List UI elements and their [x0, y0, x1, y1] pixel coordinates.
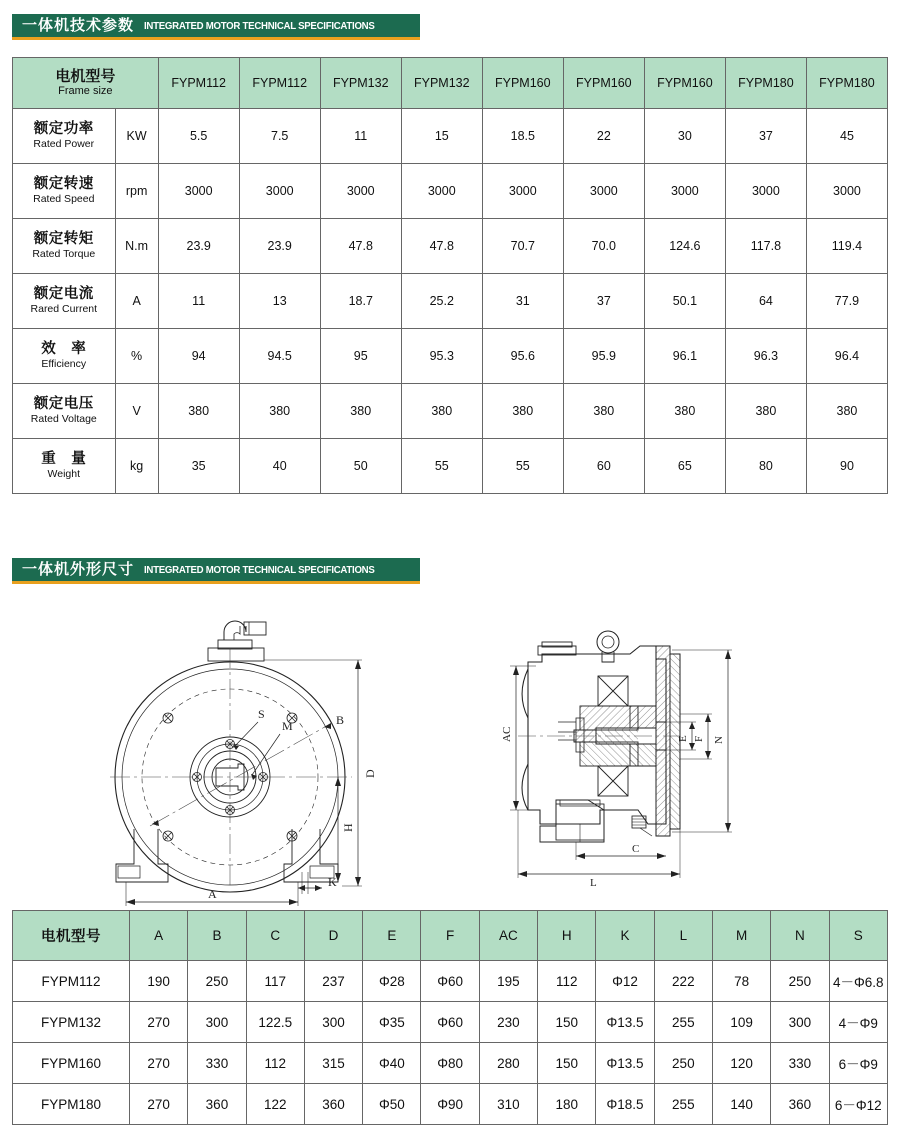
header-model-2: FYPM132 — [320, 58, 401, 109]
dim-cell: 255 — [654, 1002, 712, 1043]
spec-cell: 94 — [158, 329, 239, 384]
spec-row-label-cn: 额定电流 — [33, 286, 94, 302]
spec-cell: 95.6 — [482, 329, 563, 384]
dim-header-k: K — [596, 911, 654, 961]
dim-cell: 230 — [479, 1002, 537, 1043]
dim-cell: 300 — [188, 1002, 246, 1043]
spec-cell: 11 — [158, 274, 239, 329]
spec-cell: 94.5 — [239, 329, 320, 384]
spec-cell: 65 — [644, 439, 725, 494]
dim-header-model: 电机型号 — [13, 911, 130, 961]
spec-cell: 25.2 — [401, 274, 482, 329]
dim-cell: 140 — [712, 1084, 770, 1125]
dim-cell: Φ40 — [363, 1043, 421, 1084]
dim-cell-model: FYPM180 — [13, 1084, 130, 1125]
dim-cell: 109 — [712, 1002, 770, 1043]
spec-cell: 3000 — [563, 164, 644, 219]
dim-cell: 6－Φ12 — [829, 1084, 887, 1125]
dim-cell: 237 — [304, 961, 362, 1002]
spec-cell: 3000 — [482, 164, 563, 219]
dim-cell: 190 — [130, 961, 188, 1002]
motor-front-view-drawing — [112, 614, 382, 901]
table-row — [13, 274, 888, 329]
spec-cell: 22 — [563, 109, 644, 164]
dim-cell: 330 — [188, 1043, 246, 1084]
dim-table-body — [13, 961, 888, 1125]
spec-cell: 70.0 — [563, 219, 644, 274]
label-s: S — [258, 707, 265, 721]
dim-header-d: D — [304, 911, 362, 961]
header-model-5: FYPM160 — [563, 58, 644, 109]
spec-cell: 64 — [725, 274, 806, 329]
spec-cell: 37 — [725, 109, 806, 164]
dim-cell: 255 — [654, 1084, 712, 1125]
spec-cell: 119.4 — [806, 219, 887, 274]
table-row — [13, 164, 888, 219]
header-model-1: FYPM112 — [239, 58, 320, 109]
dim-header-h: H — [538, 911, 596, 961]
table-row — [13, 329, 888, 384]
spec-cell: 380 — [320, 384, 401, 439]
table-row — [13, 384, 888, 439]
spec-cell: 95 — [320, 329, 401, 384]
header-model-3: FYPM132 — [401, 58, 482, 109]
spec-cell: 13 — [239, 274, 320, 329]
dim-cell: Φ13.5 — [596, 1002, 654, 1043]
dim-cell: 112 — [246, 1043, 304, 1084]
dim-cell: Φ12 — [596, 961, 654, 1002]
dim-header-a: A — [130, 911, 188, 961]
table-row — [13, 961, 888, 1002]
table-row — [13, 439, 888, 494]
spec-row-label — [13, 164, 116, 219]
dim-cell: 6－Φ9 — [829, 1043, 887, 1084]
dim-cell: 300 — [304, 1002, 362, 1043]
section-title-en: INTEGRATED MOTOR TECHNICAL SPECIFICATIONS — [144, 19, 375, 32]
technical-specifications-table — [12, 57, 888, 494]
spec-cell: 70.7 — [482, 219, 563, 274]
spec-cell: 117.8 — [725, 219, 806, 274]
dim-header-c: C — [246, 911, 304, 961]
spec-cell: 380 — [239, 384, 320, 439]
dim-cell: 122.5 — [246, 1002, 304, 1043]
dim-header-e: E — [363, 911, 421, 961]
dim-cell-model: FYPM132 — [13, 1002, 130, 1043]
header-model-8: FYPM180 — [806, 58, 887, 109]
spec-row-label — [13, 439, 116, 494]
dim-header-l: L — [654, 911, 712, 961]
label-h: H — [341, 823, 355, 832]
spec-row-label-en: Rated Voltage — [30, 413, 97, 426]
spec-cell: 3000 — [239, 164, 320, 219]
dim-cell: 300 — [771, 1002, 829, 1043]
spec-row-label-en: Rared Current — [30, 303, 98, 316]
spec-row-label-cn: 效 率 — [41, 341, 87, 357]
header-frame-size-cn: 电机型号 — [55, 68, 116, 86]
spec-table-header-row — [13, 58, 888, 109]
spec-cell: 47.8 — [401, 219, 482, 274]
spec-cell: 15 — [401, 109, 482, 164]
dim-cell: Φ80 — [421, 1043, 479, 1084]
label-c: C — [632, 843, 640, 855]
spec-cell: 45 — [806, 109, 887, 164]
dim-header-f: F — [421, 911, 479, 961]
dim-cell: Φ60 — [421, 1002, 479, 1043]
spec-row-label-cn: 额定转矩 — [33, 231, 94, 247]
spec-cell: 37 — [563, 274, 644, 329]
spec-row-label-cn: 额定转速 — [33, 176, 94, 192]
dim-cell: 270 — [130, 1002, 188, 1043]
spec-cell: 50 — [320, 439, 401, 494]
header-model-6: FYPM160 — [644, 58, 725, 109]
spec-row-label-en: Rated Speed — [33, 193, 95, 206]
dim-cell: 250 — [654, 1043, 712, 1084]
spec-row-label — [13, 384, 116, 439]
label-l: L — [590, 877, 597, 889]
spec-row-label — [13, 219, 116, 274]
spec-cell: 3000 — [806, 164, 887, 219]
spec-cell: 3000 — [320, 164, 401, 219]
motor-section-view-drawing — [480, 624, 750, 889]
label-k: K — [328, 875, 337, 889]
spec-cell: 95.9 — [563, 329, 644, 384]
dim-cell: 122 — [246, 1084, 304, 1125]
spec-table-body — [13, 109, 888, 494]
table-row — [13, 109, 888, 164]
section-title-cn: 一体机技术参数 — [22, 17, 135, 34]
spec-cell: 96.3 — [725, 329, 806, 384]
spec-cell: 3000 — [401, 164, 482, 219]
spec-row-unit: V — [115, 384, 158, 439]
dim-cell: 4－Φ6.8 — [829, 961, 887, 1002]
spec-cell: 80 — [725, 439, 806, 494]
spec-cell: 380 — [401, 384, 482, 439]
table-row — [13, 1043, 888, 1084]
spec-cell: 380 — [806, 384, 887, 439]
dim-cell: Φ60 — [421, 961, 479, 1002]
label-b: B — [336, 713, 345, 727]
outline-dimensions-table — [12, 910, 888, 1125]
dim-cell: 150 — [538, 1002, 596, 1043]
header-model-4: FYPM160 — [482, 58, 563, 109]
spec-cell: 5.5 — [158, 109, 239, 164]
header-frame-size — [13, 58, 159, 109]
spec-row-label-en: Weight — [47, 468, 81, 481]
spec-row-label — [13, 109, 116, 164]
dim-cell: 315 — [304, 1043, 362, 1084]
spec-cell: 90 — [806, 439, 887, 494]
section-title-en-2: INTEGRATED MOTOR TECHNICAL SPECIFICATIONS — [144, 563, 375, 576]
dim-cell: 120 — [712, 1043, 770, 1084]
dim-cell: 195 — [479, 961, 537, 1002]
spec-cell: 50.1 — [644, 274, 725, 329]
dim-cell-model: FYPM112 — [13, 961, 130, 1002]
spec-cell: 380 — [563, 384, 644, 439]
dim-cell: 270 — [130, 1084, 188, 1125]
spec-cell: 380 — [158, 384, 239, 439]
dim-cell: 330 — [771, 1043, 829, 1084]
spec-cell: 23.9 — [239, 219, 320, 274]
dim-cell: 78 — [712, 961, 770, 1002]
spec-cell: 23.9 — [158, 219, 239, 274]
label-n: N — [713, 736, 725, 744]
spec-row-unit: kg — [115, 439, 158, 494]
spec-row-unit: KW — [115, 109, 158, 164]
spec-row-unit: % — [115, 329, 158, 384]
dim-cell: 360 — [771, 1084, 829, 1125]
dim-cell: 280 — [479, 1043, 537, 1084]
spec-row-label-en: Rated Power — [33, 138, 95, 151]
spec-cell: 7.5 — [239, 109, 320, 164]
dim-cell: 250 — [188, 961, 246, 1002]
spec-row-label-en: Efficiency — [41, 358, 87, 371]
header-frame-size-en: Frame size — [58, 85, 113, 98]
spec-cell: 60 — [563, 439, 644, 494]
dim-header-n: N — [771, 911, 829, 961]
spec-cell: 96.4 — [806, 329, 887, 384]
spec-cell: 3000 — [158, 164, 239, 219]
header-model-0: FYPM112 — [158, 58, 239, 109]
spec-row-unit: A — [115, 274, 158, 329]
spec-cell: 3000 — [644, 164, 725, 219]
spec-cell: 30 — [644, 109, 725, 164]
technical-drawings — [12, 600, 888, 900]
label-a: A — [208, 887, 217, 901]
spec-cell: 18.5 — [482, 109, 563, 164]
dim-table-header-row — [13, 911, 888, 961]
dim-cell: 112 — [538, 961, 596, 1002]
spec-cell: 47.8 — [320, 219, 401, 274]
spec-cell: 380 — [725, 384, 806, 439]
label-ac: AC — [501, 726, 513, 742]
dim-cell: Φ50 — [363, 1084, 421, 1125]
dim-cell: Φ13.5 — [596, 1043, 654, 1084]
spec-row-unit: rpm — [115, 164, 158, 219]
label-m: M — [282, 719, 293, 733]
spec-cell: 40 — [239, 439, 320, 494]
dim-cell: 360 — [304, 1084, 362, 1125]
spec-row-label — [13, 329, 116, 384]
dim-cell: 4－Φ9 — [829, 1002, 887, 1043]
section-header-dimensions — [12, 558, 420, 584]
section-title-cn-2: 一体机外形尺寸 — [22, 561, 135, 578]
dim-cell: Φ90 — [421, 1084, 479, 1125]
dim-header-m: M — [712, 911, 770, 961]
spec-cell: 31 — [482, 274, 563, 329]
dim-header-ac: AC — [479, 911, 537, 961]
dim-cell: Φ18.5 — [596, 1084, 654, 1125]
spec-row-label-cn: 额定电压 — [33, 396, 94, 412]
dim-cell: 117 — [246, 961, 304, 1002]
label-e: E — [677, 735, 689, 742]
dim-header-b: B — [188, 911, 246, 961]
spec-cell: 55 — [401, 439, 482, 494]
spec-cell: 3000 — [725, 164, 806, 219]
spec-cell: 55 — [482, 439, 563, 494]
dim-cell-model: FYPM160 — [13, 1043, 130, 1084]
spec-cell: 96.1 — [644, 329, 725, 384]
table-row — [13, 1002, 888, 1043]
section-header-specs — [12, 14, 420, 40]
dim-cell: 180 — [538, 1084, 596, 1125]
spec-cell: 95.3 — [401, 329, 482, 384]
spec-row-label-cn: 重 量 — [41, 451, 87, 467]
spec-cell: 380 — [644, 384, 725, 439]
spec-cell: 18.7 — [320, 274, 401, 329]
spec-row-label — [13, 274, 116, 329]
dim-header-s: S — [829, 911, 887, 961]
spec-cell: 77.9 — [806, 274, 887, 329]
dim-cell: 222 — [654, 961, 712, 1002]
dim-cell: 310 — [479, 1084, 537, 1125]
table-row — [13, 1084, 888, 1125]
spec-row-unit: N.m — [115, 219, 158, 274]
dim-cell: 270 — [130, 1043, 188, 1084]
spec-row-label-en: Rated Torque — [32, 248, 96, 261]
dim-cell: Φ28 — [363, 961, 421, 1002]
dim-cell: Φ35 — [363, 1002, 421, 1043]
dim-cell: 360 — [188, 1084, 246, 1125]
spec-cell: 380 — [482, 384, 563, 439]
header-model-7: FYPM180 — [725, 58, 806, 109]
label-f: F — [693, 735, 705, 742]
dim-cell: 250 — [771, 961, 829, 1002]
spec-cell: 11 — [320, 109, 401, 164]
table-row — [13, 219, 888, 274]
label-d: D — [363, 769, 377, 778]
dim-cell: 150 — [538, 1043, 596, 1084]
spec-cell: 124.6 — [644, 219, 725, 274]
spec-cell: 35 — [158, 439, 239, 494]
spec-row-label-cn: 额定功率 — [33, 121, 94, 137]
